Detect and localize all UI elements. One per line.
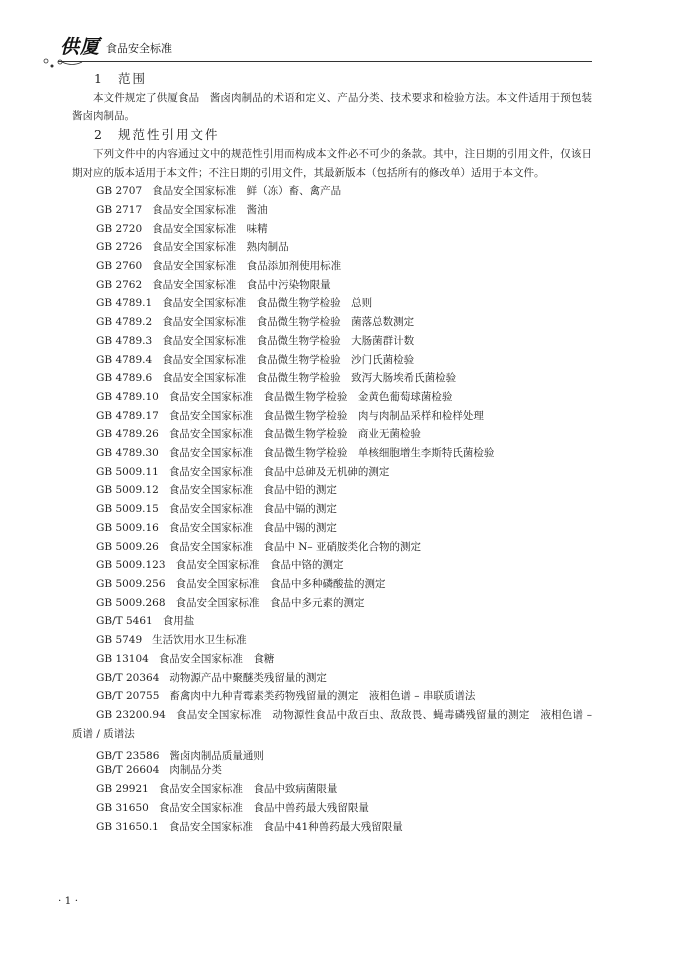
- reference-item: GB 5749 生活饮用水卫生标准: [96, 634, 247, 647]
- reference-item: GB 4789.26 食品安全国家标准 食品微生物学检验 商业无菌检验: [96, 428, 421, 441]
- reference-item: GB 13104 食品安全国家标准 食糖: [96, 652, 275, 665]
- reference-item: GB 5009.16 食品安全国家标准 食品中锡的测定: [96, 521, 337, 534]
- reference-item: GB 2760 食品安全国家标准 食品添加剂使用标准: [96, 260, 342, 273]
- section-2-heading: [72, 126, 592, 145]
- section-title: 规范性引用文件: [118, 127, 220, 143]
- reference-item: GB 5009.268 食品安全国家标准 食品中多元素的测定: [96, 596, 365, 609]
- reference-item: GB 4789.10 食品安全国家标准 食品微生物学检验 金黄色葡萄球菌检验: [96, 390, 453, 403]
- section-1-paragraph: 本文件规定了供厦食品 酱卤肉制品的术语和定义、产品分类、技术要求和检验方法。本文件适用于预包装酱卤肉制品。: [72, 91, 592, 123]
- reference-item: GB/T 23586 酱卤肉制品质量通则: [96, 750, 264, 763]
- reference-item: GB 5009.256 食品安全国家标准 食品中多种磷酸盐的测定: [96, 577, 386, 590]
- reference-item: GB 4789.4 食品安全国家标准 食品微生物学检验 沙门氏菌检验: [96, 353, 415, 366]
- reference-item: GB/T 20364 动物源产品中聚醚类残留量的测定: [96, 671, 327, 684]
- reference-item: GB 2726 食品安全国家标准 熟肉制品: [96, 241, 289, 254]
- reference-item: GB 5009.123 食品安全国家标准 食品中铬的测定: [96, 559, 344, 572]
- section-2-paragraph: 下列文件中的内容通过文中的规范性引用而构成本文件必不可少的条款。其中，注日期的引用文件，仅该日期对应的版本适用于本文件；不注日期的引用文件，其最新版本（包括所有的修改单）适用于本文件。: [72, 147, 592, 179]
- page-number: · 1 ·: [58, 895, 79, 907]
- section-1-heading: [72, 70, 592, 89]
- reference-item: GB/T 5461 食用盐: [96, 615, 195, 628]
- logo-text: 供厦: [60, 36, 101, 58]
- reference-item: GB 4789.1 食品安全国家标准 食品微生物学检验 总则: [96, 297, 373, 310]
- reference-item: GB 4789.3 食品安全国家标准 食品微生物学检验 大肠菌群计数: [96, 334, 415, 347]
- page-header: [58, 30, 598, 70]
- reference-item: GB 2762 食品安全国家标准 食品中污染物限量: [96, 278, 331, 291]
- section-number: 1: [94, 71, 104, 86]
- reference-item: GB/T 20755 畜禽肉中九种青霉素类药物残留量的测定 液相色谱 – 串联质谱法: [96, 690, 476, 703]
- section-title: 范围: [118, 71, 148, 86]
- reference-item: GB 4789.30 食品安全国家标准 食品微生物学检验 单核细胞增生李斯特氏菌检验: [96, 447, 495, 460]
- document-body: [72, 70, 592, 836]
- reference-item: GB 31650.1 食品安全国家标准 食品中41种兽药最大残留限量: [96, 820, 403, 833]
- reference-item: GB 4789.17 食品安全国家标准 食品微生物学检验 肉与肉制品采样和检样处理: [96, 409, 484, 422]
- reference-item: GB 2717 食品安全国家标准 酱油: [96, 203, 268, 216]
- reference-item: GB 5009.26 食品安全国家标准 食品中 N– 亚硝胺类化合物的测定: [96, 540, 421, 553]
- header-subtitle: 食品安全标准: [106, 42, 172, 55]
- reference-item: GB 4789.2 食品安全国家标准 食品微生物学检验 菌落总数测定: [96, 316, 415, 329]
- reference-item: GB 2707 食品安全国家标准 鲜（冻）畜、禽产品: [96, 185, 342, 198]
- reference-item: GB/T 26604 肉制品分类: [96, 764, 222, 777]
- reference-item: GB 4789.6 食品安全国家标准 食品微生物学检验 致泻大肠埃希氏菌检验: [96, 372, 457, 385]
- reference-item: GB 5009.12 食品安全国家标准 食品中铅的测定: [96, 484, 337, 497]
- reference-item: GB 23200.94 食品安全国家标准 动物源性食品中敌百虫、敌敌畏、蝇毒磷残留量的测定 液相色谱 – 质谱 / 质谱法: [72, 708, 592, 740]
- header-ornament-icon: [42, 57, 102, 69]
- reference-item: GB 2720 食品安全国家标准 味精: [96, 222, 268, 235]
- reference-item: GB 5009.15 食品安全国家标准 食品中镉的测定: [96, 503, 337, 516]
- reference-item: GB 5009.11 食品安全国家标准 食品中总砷及无机砷的测定: [96, 465, 390, 478]
- reference-list: [72, 182, 592, 836]
- header-rule: [58, 61, 592, 62]
- section-number: 2: [94, 127, 104, 143]
- reference-item: GB 29921 食品安全国家标准 食品中致病菌限量: [96, 783, 338, 796]
- reference-item: GB 31650 食品安全国家标准 食品中兽药最大残留限量: [96, 802, 369, 815]
